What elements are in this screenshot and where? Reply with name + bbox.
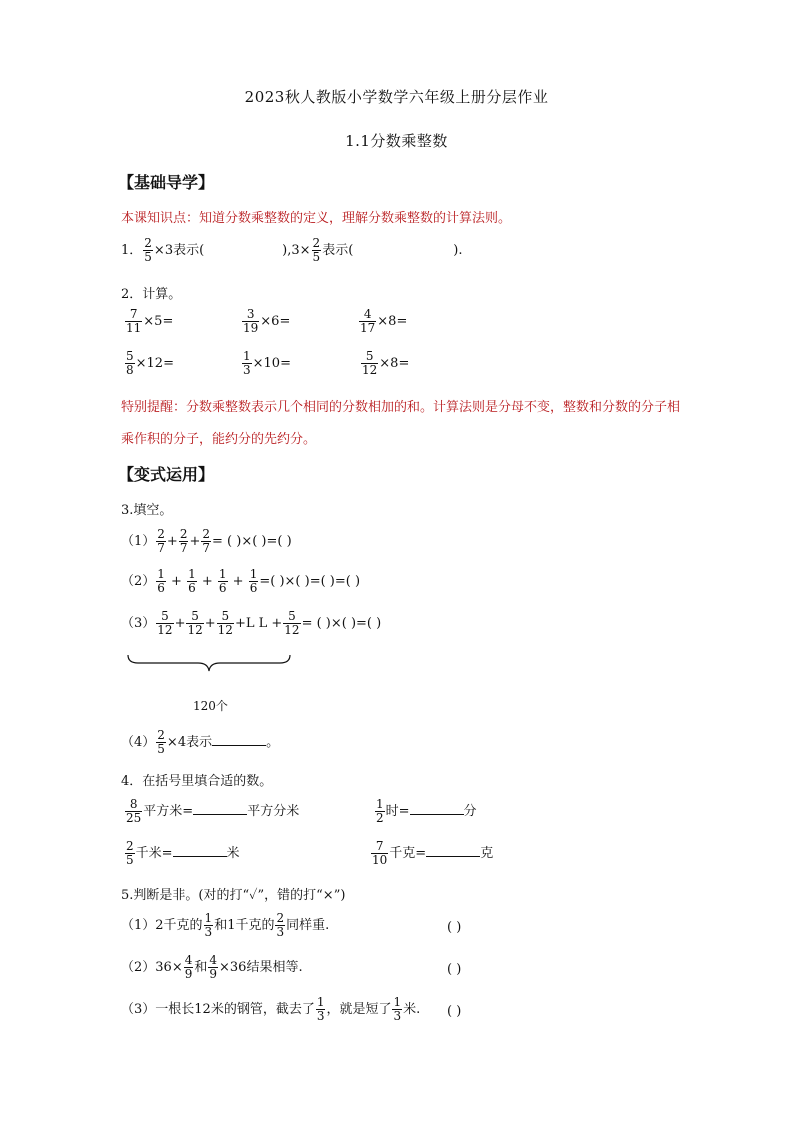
calc-item: $\frac{3}{19}$ ×6= bbox=[243, 307, 291, 335]
tip-line-1: 特别提醒：分数乘整数表示几个相同的分数相加的和。计算法则是分母不变，整数和分数的分子相 bbox=[121, 400, 681, 415]
question-3-label: 3.填空。 bbox=[121, 503, 173, 518]
question-5-label: 5.判断是非。(对的打“✓”，错的打“×”) bbox=[121, 888, 346, 903]
judge-item-1: （1）2千克的 $\frac{1}{3}$ 和1千克的 $\frac{2}{3}$ 同样重. bbox=[121, 911, 330, 939]
fill-item-4: （4） $\frac{2}{5}$ ×4表示 。 bbox=[121, 728, 280, 756]
judge-answer-paren[interactable]: ( ) bbox=[447, 962, 462, 977]
unit-item: $\frac{7}{10}$ 千克= 克 bbox=[372, 839, 494, 867]
answer-blank[interactable] bbox=[173, 844, 227, 857]
question-2-label: 2．计算。 bbox=[121, 287, 182, 302]
knowledge-point: 本课知识点：知道分数乘整数的定义，理解分数乘整数的计算法则。 bbox=[121, 211, 512, 226]
calc-item: $\frac{5}{12}$ ×8= bbox=[362, 349, 410, 377]
judge-answer-paren[interactable]: ( ) bbox=[447, 920, 462, 935]
judge-item-2: （2）36× $\frac{4}{9}$ 和 $\frac{4}{9}$ ×36结果相等. bbox=[121, 953, 303, 981]
answer-blank[interactable] bbox=[426, 844, 480, 857]
calc-item: $\frac{7}{11}$ ×5= bbox=[126, 307, 174, 335]
calc-item: $\frac{1}{3}$ ×10= bbox=[243, 349, 291, 377]
fraction: $\frac{2}{5}$ bbox=[312, 236, 321, 264]
question-4-label: 4．在括号里填合适的数。 bbox=[121, 774, 273, 789]
fill-item-2: （2） $\frac{1}{6}$ + $\frac{1}{6}$ + $\frac{1}{6}$ + $\frac{1}{6}$ =( )×( )=( )=( ) bbox=[121, 567, 361, 595]
unit-item: $\frac{1}{2}$ 时= 分 bbox=[376, 797, 477, 825]
calc-item: $\frac{5}{8}$ ×12= bbox=[126, 349, 174, 377]
judge-item-3: （3）一根长12米的钢管，截去了 $\frac{1}{3}$ ，就是短了 $\frac{1}{3}$ 米. bbox=[121, 995, 421, 1023]
underbrace bbox=[126, 653, 292, 673]
judge-answer-paren[interactable]: ( ) bbox=[447, 1004, 462, 1019]
page-title: 2023秋人教版小学数学六年级上册分层作业 bbox=[244, 88, 549, 106]
calc-item: $\frac{4}{17}$ ×8= bbox=[360, 307, 408, 335]
answer-blank[interactable] bbox=[410, 802, 464, 815]
fraction: $\frac{2}{5}$ bbox=[144, 236, 152, 264]
question-1: 1． $\frac{2}{5}$ ×3表示( ),3× $\frac{2}{5}$ 表示( ). bbox=[121, 236, 463, 264]
unit-item: $\frac{2}{5}$ 千米= 米 bbox=[126, 839, 240, 867]
page-subtitle: 1.1分数乘整数 bbox=[345, 132, 448, 150]
brace-count-label: 120个 bbox=[193, 699, 228, 713]
unit-item: $\frac{8}{25}$ 平方米= 平方分米 bbox=[126, 797, 300, 825]
fill-item-3: （3） $\frac{5}{12}$ + $\frac{5}{12}$ + $\frac{5}{12}$ +L L + $\frac{5}{12}$ = ( )×( )=( ) bbox=[121, 609, 382, 637]
section-variant-heading: 【变式运用】 bbox=[118, 465, 215, 484]
section-basic-heading: 【基础导学】 bbox=[118, 173, 215, 192]
answer-blank[interactable] bbox=[212, 733, 266, 746]
answer-blank[interactable] bbox=[193, 802, 247, 815]
fill-item-1: （1） $\frac{2}{7}$ + $\frac{2}{7}$ + $\frac{2}{7}$ = ( )×( )=( ) bbox=[121, 527, 292, 555]
tip-line-2: 乘作积的分子，能约分的先约分。 bbox=[121, 432, 317, 447]
